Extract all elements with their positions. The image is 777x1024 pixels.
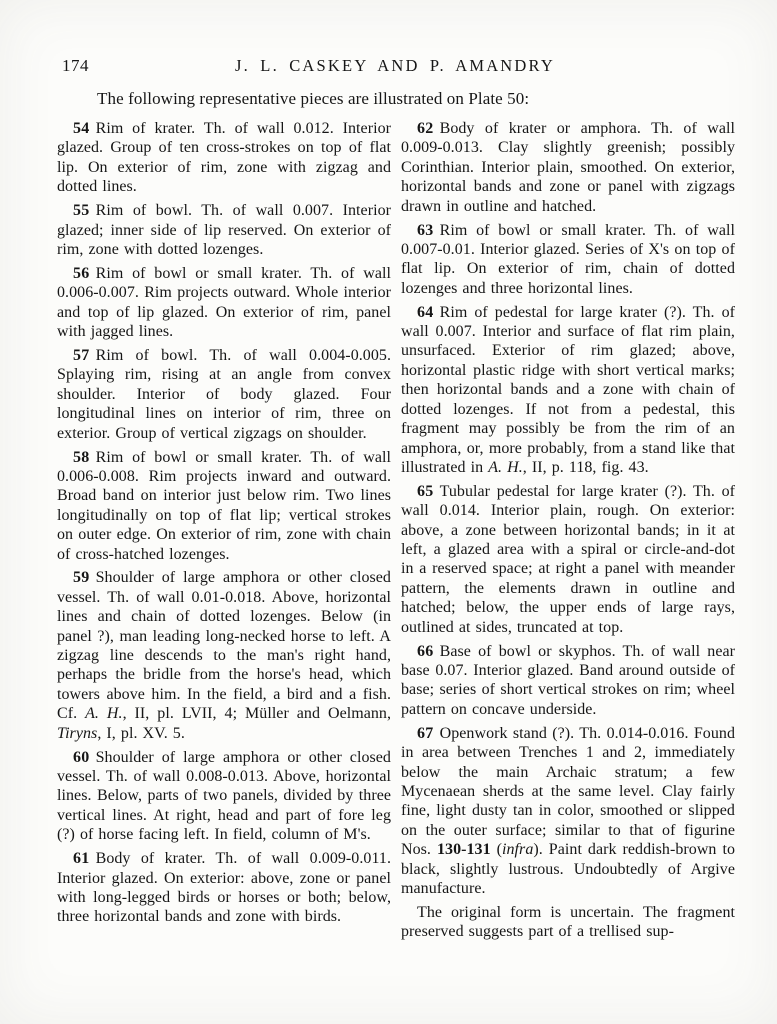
catalog-entry-55 — [57, 201, 391, 259]
catalog-entry-67 — [401, 724, 735, 899]
entry-number: 65 — [417, 482, 434, 500]
catalog-entry-61 — [57, 849, 391, 927]
entry-text: A. H. — [488, 458, 523, 476]
running-header-authors: J. L. CASKEY AND P. AMANDRY — [235, 56, 555, 75]
entry-text: , II, p. 118, fig. 43. — [522, 458, 649, 476]
catalog-entry-66 — [401, 642, 735, 720]
entry-text: Rim of bowl or small krater. Th. of wall 0.006-0.008. Rim projects inward and outward. Broad band on interior just below rim. Two lines longitudinally on top of flat lip; vertical strokes on outer edge. On exterior of rim, zone with chain of cross-hatched lozenges. — [57, 448, 391, 563]
catalog-entry-59 — [57, 568, 391, 743]
entry-text: ( — [490, 841, 503, 859]
entry-text: , I, pl. XV. 5. — [97, 724, 185, 742]
entry-number: 58 — [73, 448, 90, 466]
entry-number: 64 — [417, 303, 434, 321]
entry-number: 63 — [417, 221, 434, 239]
catalog-entry-64 — [401, 303, 735, 478]
catalog-entry-60 — [57, 748, 391, 845]
entry-text: ). Paint dark reddish-brown to black, slightly lustrous. Undoubtedly of Argive manufacture. — [401, 841, 736, 897]
entry-text: A. H. — [85, 705, 123, 723]
entry-text: Rim of bowl. Th. of wall 0.007. Interior glazed; inner side of lip reserved. On exterior of rim, zone with dotted lozenges. — [57, 202, 391, 258]
catalog-entry-58 — [57, 448, 391, 564]
entry-number: 62 — [417, 120, 434, 137]
entry-text: Body of krater. Th. of wall 0.009-0.011. Interior glazed. On exterior: above, zone or panel with long-legged birds or horses or both; below, three horizontal bands and zone with birds. — [57, 850, 391, 926]
left-column — [57, 119, 391, 946]
entry-text: 130-131 — [436, 841, 491, 859]
two-column-text — [57, 119, 735, 946]
entry-text: Rim of bowl. Th. of wall 0.004-0.005. Splaying rim, rising at an angle from convex shoulder. Interior of body glazed. Four longitudinal lines on interior of rim, three on exterior. Group of vertical zigzags on shoulder. — [57, 346, 391, 442]
entry-text: Rim of bowl or small krater. Th. of wall 0.006-0.007. Rim projects outward. Whole interior and top of lip glazed. On exterior of rim, panel with jagged lines. — [57, 264, 391, 341]
entry-text: Tubular pedestal for large krater (?). Th. of wall 0.014. Interior plain, rough. On exterior: above, a zone between horizontal bands; in it at left, a glazed area with a spiral or circle-and-dot in a reserved space; at right a panel with meander pattern, the elements drawn in outline and hatched; below, the upper ends of large rays, outlined at sides, truncated at top. — [401, 482, 735, 636]
entry-text: Rim of pedestal for large krater (?). Th. of wall 0.007. Interior and surface of flat rim plain, unsurfaced. Exterior of rim glazed; above, horizontal plastic ridge with short vertical marks; then horizontal bands and a zone with chain of dotted lozenges. If not from a pedestal, this fragment may possibly be from the rim of an amphora, or, more probably, from a stand like that illustrated in — [401, 303, 735, 476]
entry-text: Tiryns — [57, 724, 98, 742]
entry-number: 59 — [73, 569, 90, 587]
entry-text: Shoulder of large amphora or other closed vessel. Th. of wall 0.008-0.013. Above, horizontal lines. Below, parts of two panels, divided by three vertical lines. At right, head and part of fore leg (?) of horse facing left. In field, column of M's. — [57, 748, 391, 844]
intro-sentence: The following representative pieces are illustrated on Plate 50: — [97, 89, 530, 108]
right-column — [401, 119, 735, 946]
entry-number: 61 — [73, 850, 90, 868]
catalog-entry-63 — [401, 221, 735, 299]
entry-number: 67 — [417, 724, 434, 742]
entry-number: 54 — [73, 120, 90, 137]
entry-text: Body of krater or amphora. Th. of wall 0.009-0.013. Clay slightly greenish; possibly Corinthian. Interior plain, smoothed. On exterior, horizontal bands and zone or panel with zigzags drawn in outline and hatched. — [401, 120, 735, 215]
entry-text: The original form is uncertain. The fragment preserved suggests part of a trellised sup- — [401, 903, 735, 941]
entry-text: Rim of krater. Th. of wall 0.012. Interior glazed. Group of ten cross-strokes on top of flat lip. On exterior of rim, zone with zigzag and dotted lines. — [57, 120, 391, 196]
entry-text: , II, pl. LVII, 4; Müller and Oelmann, — [122, 705, 392, 723]
entry-number: 57 — [73, 346, 90, 364]
catalog-entry-57 — [57, 346, 391, 443]
entry-number: 66 — [417, 642, 434, 660]
catalog-entry-65 — [401, 482, 735, 637]
page-content — [57, 88, 735, 946]
page-number: 174 — [62, 56, 89, 75]
continuation-paragraph — [401, 903, 735, 942]
catalog-entry-62 — [401, 119, 735, 216]
entry-text: Base of bowl or skyphos. Th. of wall near base 0.07. Interior glazed. Band around outside of base; series of short vertical strokes on rim; wheel pattern on concave underside. — [401, 642, 735, 718]
catalog-entry-56 — [57, 264, 391, 342]
entry-number: 56 — [73, 264, 90, 282]
entry-number: 60 — [73, 748, 90, 766]
entry-text: Shoulder of large amphora or other closed vessel. Th. of wall 0.01-0.018. Above, horizontal lines and chain of dotted lozenges. Below (in panel ?), man leading long-necked horse to left. A zigzag line descends to the man's right hand, perhaps the bridle from the horse's head, which towers above him. In the field, a bird and a fish. Cf. — [57, 569, 391, 723]
entry-number: 55 — [73, 202, 90, 220]
running-head — [57, 56, 733, 78]
entry-text: Rim of bowl or small krater. Th. of wall 0.007-0.01. Interior glazed. Series of X's on top of flat lip. On exterior of rim, chain of dotted lozenges and three horizontal lines. — [401, 221, 735, 297]
catalog-entry-54 — [57, 119, 391, 197]
entry-text: Openwork stand (?). Th. 0.014-0.016. Found in area between Trenches 1 and 2, immediately below the main Archaic stratum; a few Mycenaean sherds at the same level. Clay fairly fine, light dusty tan in color, smoothed or slipped on the outer surface; similar to that of figurine Nos. — [401, 724, 735, 859]
entry-text: infra — [502, 841, 534, 859]
